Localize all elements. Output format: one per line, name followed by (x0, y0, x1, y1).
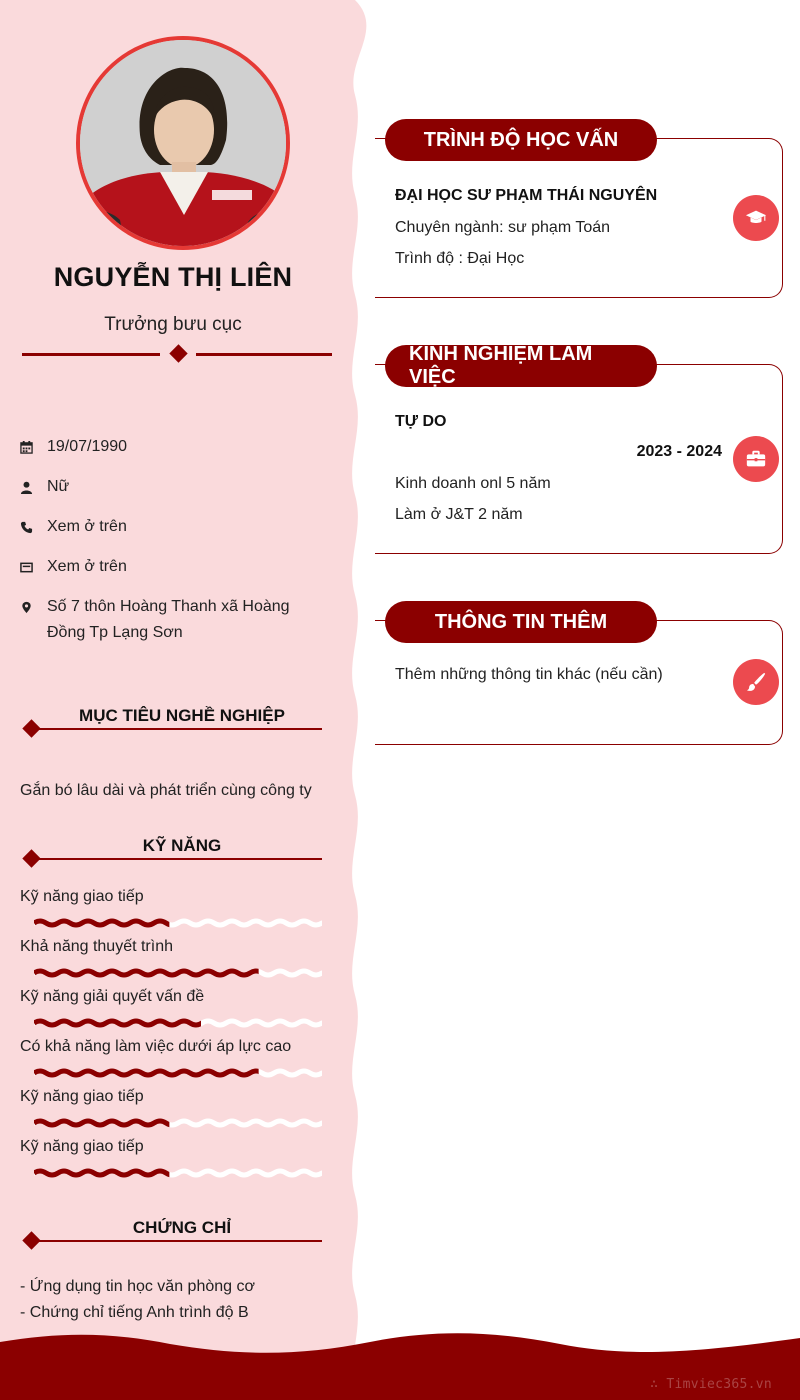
briefcase-icon (733, 436, 779, 482)
avatar-photo (80, 40, 286, 246)
experience-title: KINH NGHIỆM LÀM VIỆC (385, 345, 657, 387)
avatar (76, 36, 290, 250)
skill-label: Kỹ năng giao tiếp (20, 1138, 144, 1155)
experience-card (375, 343, 783, 554)
certificate-item: - Chứng chỉ tiếng Anh trình độ B (20, 1304, 249, 1321)
skill-level-bar (34, 1066, 322, 1080)
section-underline (32, 728, 322, 730)
info-gender (20, 474, 320, 500)
info-email (20, 554, 320, 580)
skills-title: KỸ NĂNG (142, 836, 222, 855)
skill-level-bar (34, 1166, 322, 1180)
email-value: Xem ở trên (47, 558, 127, 575)
map-marker-icon (20, 594, 47, 620)
objective-text: Gắn bó lâu dài và phát triển cùng công ty (20, 782, 312, 799)
skill-label: Kỹ năng giao tiếp (20, 888, 144, 905)
phone-icon (20, 514, 47, 540)
user-icon (20, 474, 47, 500)
calendar-icon (20, 434, 47, 460)
watermark (650, 1377, 772, 1392)
watermark-dots: ∴ (650, 1377, 667, 1392)
skill-level-bar (34, 966, 322, 980)
education-title: TRÌNH ĐỘ HỌC VẤN (385, 119, 657, 161)
experience-period: 2023 - 2024 (636, 443, 722, 460)
certificates-section-header (22, 1218, 322, 1248)
section-underline (32, 1240, 322, 1242)
info-birthdate (20, 434, 320, 460)
section-underline (32, 858, 322, 860)
address-value: Số 7 thôn Hoàng Thanh xã Hoàng Đồng Tp Lạng Sơn (47, 598, 290, 641)
additional-info-title: THÔNG TIN THÊM (385, 601, 657, 643)
additional-info-card (375, 610, 783, 745)
envelope-icon (20, 554, 47, 580)
skills-section-header (22, 836, 322, 866)
skill-level-bar (34, 916, 322, 930)
name-divider (22, 344, 332, 364)
certificates-title: CHỨNG CHỈ (132, 1218, 232, 1237)
objective-section-header (22, 706, 322, 736)
experience-detail: Làm ở J&T 2 năm (395, 506, 523, 523)
skill-label: Có khả năng làm việc dưới áp lực cao (20, 1038, 292, 1055)
info-phone (20, 514, 320, 540)
objective-title: MỤC TIÊU NGHỀ NGHIỆP (79, 706, 285, 725)
skill-level-bar (34, 1016, 322, 1030)
additional-info-text: Thêm những thông tin khác (nếu cần) (395, 666, 663, 683)
education-school: ĐẠI HỌC SƯ PHẠM THÁI NGUYÊN (395, 187, 658, 204)
gender-value: Nữ (47, 478, 70, 495)
graduation-cap-icon (733, 195, 779, 241)
skill-label: Kỹ năng giao tiếp (20, 1088, 144, 1105)
education-major: Chuyên ngành: sư phạm Toán (395, 219, 611, 236)
candidate-job-title: Trưởng bưu cục (104, 314, 242, 335)
skill-label: Khả năng thuyết trình (20, 938, 173, 955)
watermark-text: Timviec365.vn (666, 1377, 772, 1392)
skill-label: Kỹ năng giải quyết vấn đề (20, 988, 205, 1005)
phone-value: Xem ở trên (47, 518, 127, 535)
candidate-name: NGUYỄN THỊ LIÊN (53, 262, 293, 292)
skill-level-bar (34, 1116, 322, 1130)
info-address (20, 594, 320, 646)
education-level: Trình độ : Đại Học (395, 250, 525, 267)
experience-company: TỰ DO (395, 413, 447, 430)
birthdate-value: 19/07/1990 (47, 438, 128, 455)
certificate-item: - Ứng dụng tin học văn phòng cơ (20, 1278, 255, 1295)
paint-brush-icon (733, 659, 779, 705)
education-card (375, 128, 783, 298)
experience-detail: Kinh doanh onl 5 năm (395, 475, 551, 492)
